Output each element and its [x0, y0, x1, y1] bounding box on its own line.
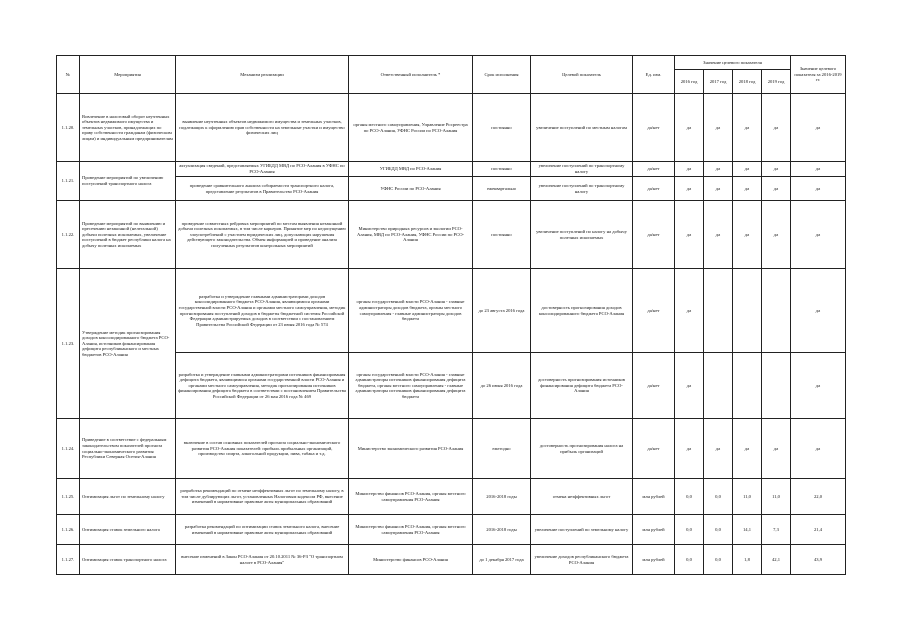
- table-header-row: [57, 56, 846, 70]
- row-indicator: увеличение поступлений по транспортному налогу: [531, 177, 633, 201]
- row-unit: млн рублей: [633, 545, 675, 575]
- row-value-2019: [762, 353, 791, 419]
- row-indicator: увеличение поступлений по транспортному налогу: [531, 162, 633, 177]
- table-row: [57, 479, 846, 515]
- row-value-2019: 7,3: [762, 515, 791, 545]
- row-value-total: да: [791, 177, 846, 201]
- row-value-total: да: [791, 269, 846, 353]
- row-value-2018: [733, 269, 762, 353]
- row-indicator: увеличение поступлений по земельному налогу: [531, 515, 633, 545]
- table-row: [57, 201, 846, 269]
- table-subrow: [57, 353, 846, 419]
- header-mechanism: Механизм реализации: [176, 56, 349, 94]
- row-value-2018: 14,1: [733, 515, 762, 545]
- row-value-2016: 0,0: [675, 515, 704, 545]
- row-value-2019: да: [762, 177, 791, 201]
- row-num: 1.1.23.: [57, 269, 80, 419]
- row-value-2019: да: [762, 419, 791, 479]
- row-deadline: 2016-2018 годы: [473, 479, 531, 515]
- header-responsible: Ответственный исполнитель *: [349, 56, 473, 94]
- row-event: Оптимизация ставок земельного налога: [80, 515, 176, 545]
- row-responsible: Министерство финансов РСО-Алания: [349, 545, 473, 575]
- row-value-2017: да: [704, 94, 733, 162]
- table-row: [57, 162, 846, 177]
- row-value-total: да: [791, 419, 846, 479]
- row-event: Оптимизация ставок транспортного налога: [80, 545, 176, 575]
- row-mechanism: проведение совместных рейдовых мероприятий по местам выявления незаконной добычи полезных ископаемых, в том числе карьеров. Принятие мер по недопущению злоупотреблений с участием юридических лиц, допускающих нарушения действующего законодательства. Обмен информацией и проведение анализа полученных результатов контрольных мероприятий: [176, 201, 349, 269]
- table-row: [57, 545, 846, 575]
- row-responsible: Министерство финансов РСО-Алания, органы местного самоуправления РСО-Алания: [349, 515, 473, 545]
- row-deadline: постоянно: [473, 162, 531, 177]
- row-value-2017: да: [704, 201, 733, 269]
- row-deadline: 2016-2018 годы: [473, 515, 531, 545]
- row-value-2017: [704, 353, 733, 419]
- row-value-2016: да: [675, 353, 704, 419]
- row-responsible: органы государственной власти РСО-Алания - главные администраторы доходов бюджета, органы местного самоуправления - главные администраторы доходов бюджета: [349, 269, 473, 353]
- row-num: 1.1.27.: [57, 545, 80, 575]
- row-deadline: постоянно: [473, 201, 531, 269]
- row-value-total: 21,4: [791, 515, 846, 545]
- row-value-2017: да: [704, 419, 733, 479]
- row-value-2019: 11,0: [762, 479, 791, 515]
- row-num: 1.1.26.: [57, 515, 80, 545]
- header-year-2016: 2016 год: [675, 70, 704, 94]
- row-value-2016: да: [675, 94, 704, 162]
- row-value-2017: 0,0: [704, 479, 733, 515]
- row-unit: да/нет: [633, 201, 675, 269]
- row-indicator: отмена неэффективных льгот: [531, 479, 633, 515]
- row-responsible: УГИБДД МВД по РСО-Алания: [349, 162, 473, 177]
- row-event: Приведение в соответствие с федеральным законодательством показателей прогноза социально-экономического развития Республики Северная Осетия-Алания: [80, 419, 176, 479]
- row-event: Вовлечение в налоговый оборот неучтенных объектов недвижимого имущества и земельных участков, принадлежащих по праву собственности гражданам (физическим лицам) и индивидуальным предпринимателям: [80, 94, 176, 162]
- row-value-2017: 0,0: [704, 545, 733, 575]
- row-deadline: до 26 июня 2016 года: [473, 353, 531, 419]
- header-deadline: Срок исполнения: [473, 56, 531, 94]
- measures-table: [56, 55, 846, 575]
- row-value-total: да: [791, 201, 846, 269]
- header-event: Мероприятия: [80, 56, 176, 94]
- row-value-2019: да: [762, 162, 791, 177]
- row-responsible: УФНС России по РСО-Алания: [349, 177, 473, 201]
- row-mechanism: проведение сравнительного анализа собираемости транспортного налога, представление результатов в Правительство РСО-Алания: [176, 177, 349, 201]
- table-row: [57, 515, 846, 545]
- row-responsible: Министерство финансов РСО-Алания, органы местного самоуправления РСО-Алания: [349, 479, 473, 515]
- row-event: Проведение мероприятий по выявлению и пресечению незаконной (нелегальной) добычи полезных ископаемых, увеличение поступлений в бюджет республики налога на добычу полезных ископаемых: [80, 201, 176, 269]
- row-value-total: 43,9: [791, 545, 846, 575]
- row-mechanism: разработка и утверждение главными администраторами доходов консолидированного бюджета РСО-Алания, являющимися органами государственной власти РСО-Алания и органами местного самоуправления, методик прогнозирования поступлений доходов в бюджеты бюджетной системы Российской Федерации администрируемых доходов в соответствии с постановлением Правительства Российской Федерации от 23 июня 2016 года № 574: [176, 269, 349, 353]
- row-unit: млн рублей: [633, 515, 675, 545]
- row-value-2016: 0,0: [675, 479, 704, 515]
- row-value-2018: да: [733, 201, 762, 269]
- row-value-2016: да: [675, 269, 704, 353]
- row-num: 1.1.25.: [57, 479, 80, 515]
- header-year-2019: 2019 год: [762, 70, 791, 94]
- row-value-total: да: [791, 94, 846, 162]
- row-mechanism: выявление неучтенных объектов недвижимого имущества и земельных участков, подлежащих к оформлению прав собственности на земельные участки и имущество физических лиц: [176, 94, 349, 162]
- row-value-2019: да: [762, 94, 791, 162]
- row-responsible: Министерство природных ресурсов и экологии РСО-Алания, МВД по РСО-Алания, УФНС России по РСО-Алания: [349, 201, 473, 269]
- table-subrow: [57, 177, 846, 201]
- row-unit: млн рублей: [633, 479, 675, 515]
- row-value-2018: да: [733, 94, 762, 162]
- row-value-total: да: [791, 162, 846, 177]
- row-value-2019: 42,1: [762, 545, 791, 575]
- row-value-2018: 11,0: [733, 479, 762, 515]
- row-deadline: ежеквартально: [473, 177, 531, 201]
- row-responsible: Министерство экономического развития РСО-Алания: [349, 419, 473, 479]
- header-indicator: Целевой показатель: [531, 56, 633, 94]
- row-value-total: 22,0: [791, 479, 846, 515]
- row-num: 1.1.22.: [57, 201, 80, 269]
- table-row: [57, 269, 846, 353]
- row-unit: да/нет: [633, 94, 675, 162]
- header-unit: Ед. изм.: [633, 56, 675, 94]
- row-indicator: увеличение поступлений по местным налогам: [531, 94, 633, 162]
- row-event: Утверждение методик прогнозирования доходов консолидированного бюджета РСО-Алания, источников финансирования дефицита республиканского и местных бюджетов РСО-Алания: [80, 269, 176, 419]
- row-mechanism: разработка рекомендаций по отмене неэффективных льгот по земельному налогу, в том числе дублирующих льгот, установленных Налоговым кодексом РФ, внесение изменений в нормативные правовые акты муниципальных образований: [176, 479, 349, 515]
- table-row: [57, 94, 846, 162]
- row-value-total: да: [791, 353, 846, 419]
- row-value-2017: [704, 269, 733, 353]
- row-event: Оптимизация льгот по земельному налогу: [80, 479, 176, 515]
- row-value-2018: да: [733, 419, 762, 479]
- row-value-2018: [733, 353, 762, 419]
- row-deadline: ежегодно: [473, 419, 531, 479]
- row-responsible: органы местного самоуправления, Управление Росреестра по РСО-Алания, УФНС России по РСО-Алания: [349, 94, 473, 162]
- row-num: 1.1.20.: [57, 94, 80, 162]
- row-value-2016: да: [675, 162, 704, 177]
- row-value-2018: да: [733, 177, 762, 201]
- row-unit: да/нет: [633, 269, 675, 353]
- row-value-2018: 1,8: [733, 545, 762, 575]
- row-indicator: достоверность прогнозирования доходов консолидированного бюджета РСО-Алания: [531, 269, 633, 353]
- row-value-2016: да: [675, 419, 704, 479]
- row-num: 1.1.24.: [57, 419, 80, 479]
- row-mechanism: внесение изменений в Закон РСО-Алания от 20.10.2011 № 36-РЗ "О транспортном налоге в РСО-Алания": [176, 545, 349, 575]
- row-indicator: увеличение поступлений по налогу на добычу полезных ископаемых: [531, 201, 633, 269]
- row-indicator: достоверность прогнозирования источников финансирования дефицита бюджета РСО-Алания: [531, 353, 633, 419]
- header-target-group: Значение целевого показателя: [675, 56, 791, 70]
- row-value-2017: да: [704, 162, 733, 177]
- row-deadline: до 23 августа 2016 года: [473, 269, 531, 353]
- header-year-2018: 2018 год: [733, 70, 762, 94]
- header-year-2017: 2017 год: [704, 70, 733, 94]
- row-deadline: постоянно: [473, 94, 531, 162]
- row-mechanism: разработка рекомендаций по оптимизации ставок земельного налога, внесение изменений в нормативные правовые акты муниципальных образований: [176, 515, 349, 545]
- row-deadline: до 1 декабря 2017 года: [473, 545, 531, 575]
- row-mechanism: разработка и утверждение главными администраторами источников финансирования дефицита бюджета, являющимися органами государственной власти РСО-Алания и органами местного самоуправления, методик прогнозирования источников финансирования дефицита бюджета в соответствии с постановлением Правительства Российской Федерации от 26 мая 2016 года № 469: [176, 353, 349, 419]
- row-unit: да/нет: [633, 353, 675, 419]
- row-mechanism: актуализация сведений, представляемых УГИБДД МВД по РСО-Алания в УФНС по РСО-Алания: [176, 162, 349, 177]
- row-value-2016: 0,0: [675, 545, 704, 575]
- row-unit: да/нет: [633, 162, 675, 177]
- row-value-2019: [762, 269, 791, 353]
- header-total: Значение целевого показателя за 2016-2019 гг.: [791, 56, 846, 94]
- row-indicator: достоверность прогнозирования налога на прибыль организаций: [531, 419, 633, 479]
- row-unit: да/нет: [633, 177, 675, 201]
- row-responsible: органы государственной власти РСО-Алания - главные администраторы источников финансирования дефицита бюджета, органы местного самоуправления - главные администраторы источников финансирования дефицита бюджета: [349, 353, 473, 419]
- row-value-2017: 0,0: [704, 515, 733, 545]
- row-value-2017: да: [704, 177, 733, 201]
- row-value-2016: да: [675, 177, 704, 201]
- row-unit: да/нет: [633, 419, 675, 479]
- row-mechanism: включение в состав основных показателей прогноза социально-экономического развития РСО-Алания показателей: прибыль прибыльных организаций, производство спирта, алкогольной продукции, пива, табака и т.д.: [176, 419, 349, 479]
- row-indicator: увеличение доходов республиканского бюджета РСО-Алания: [531, 545, 633, 575]
- row-value-2016: да: [675, 201, 704, 269]
- row-event: Проведение мероприятий по увеличению поступлений транспортного налога: [80, 162, 176, 201]
- header-num: №: [57, 56, 80, 94]
- table-row: [57, 419, 846, 479]
- row-value-2018: да: [733, 162, 762, 177]
- row-value-2019: да: [762, 201, 791, 269]
- row-num: 1.1.21.: [57, 162, 80, 201]
